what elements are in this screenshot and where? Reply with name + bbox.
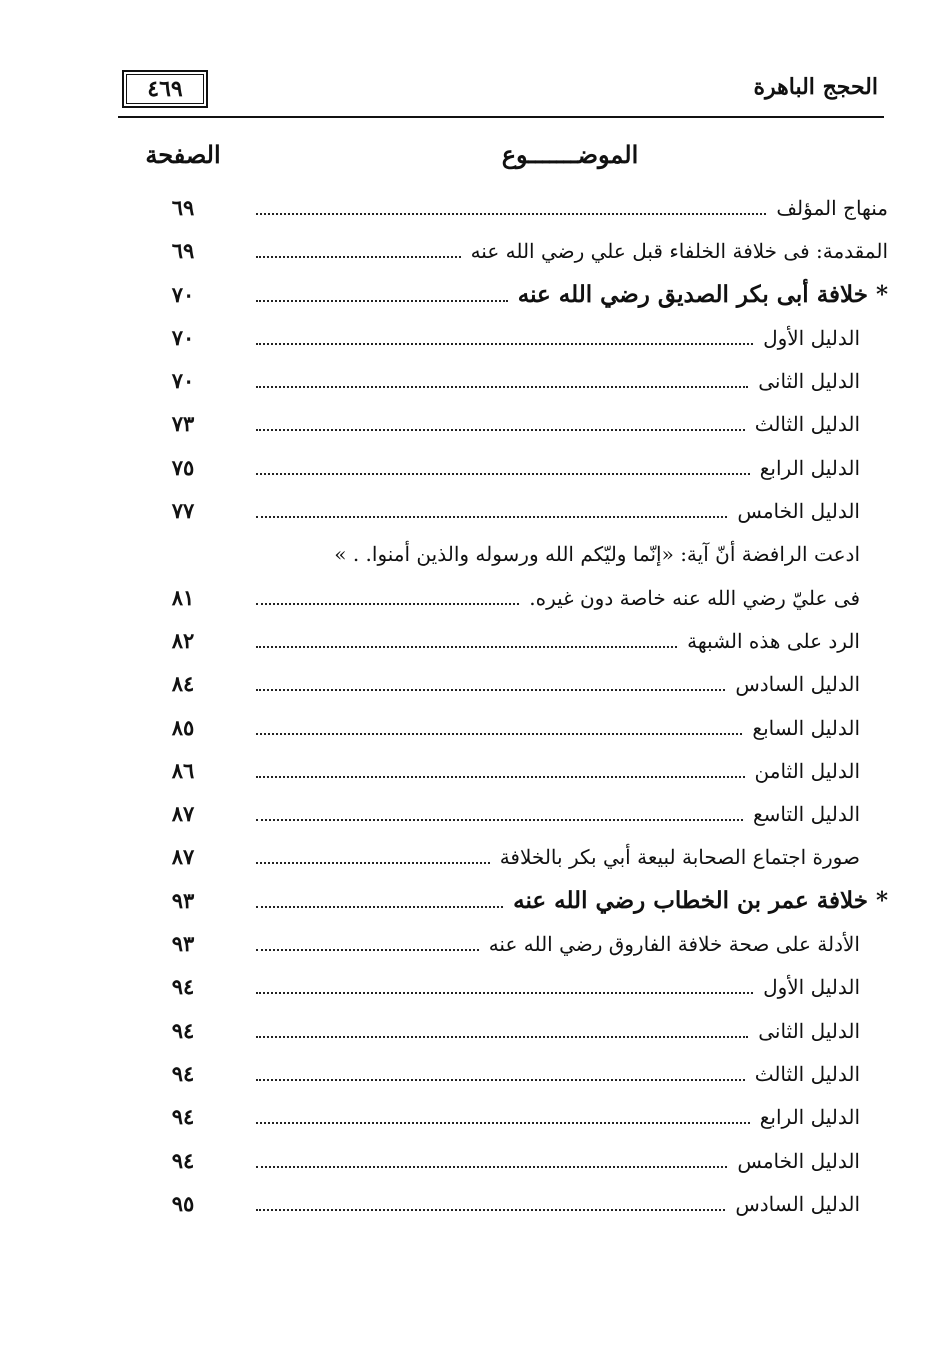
toc-entry-page: ٨٤ <box>171 671 195 697</box>
toc-dot-leader <box>256 343 753 345</box>
toc-entry <box>0 881 928 924</box>
toc-entry <box>0 448 928 491</box>
toc-entry-page: ٨٦ <box>171 757 195 783</box>
toc-entry-page: ٨٢ <box>171 627 195 653</box>
toc-entry <box>0 1097 928 1140</box>
toc-entry <box>0 578 928 621</box>
toc-entry-page: ٩٣ <box>171 931 195 957</box>
toc-entry-page: ٧٠ <box>171 324 195 350</box>
toc-dot-leader <box>256 862 490 864</box>
toc-entry-page: ٩٤ <box>171 1104 195 1130</box>
toc-entry <box>0 837 928 880</box>
toc-entry <box>0 664 928 707</box>
header-rule <box>118 116 884 118</box>
toc-entry-title: الدليل الرابع <box>759 455 860 480</box>
toc-entry-page: ٩٥ <box>171 1190 195 1216</box>
toc-entry-title: ادعت الرافضة أنّ آية: «إنّما وليّكم الله ورسوله والذين أمنوا. . » <box>334 542 860 567</box>
toc-entry <box>0 534 928 577</box>
toc-entry-title: الدليل السادس <box>735 672 860 697</box>
toc-entry <box>0 404 928 447</box>
toc-dot-leader <box>256 733 742 735</box>
toc-dot-leader <box>256 256 461 258</box>
table-of-contents <box>0 188 928 1227</box>
toc-entry-page: ٩٤ <box>171 1147 195 1173</box>
toc-dot-leader <box>256 516 727 518</box>
toc-entry <box>0 318 928 361</box>
toc-entry <box>0 967 928 1010</box>
toc-entry <box>0 621 928 664</box>
toc-entry <box>0 1011 928 1054</box>
toc-dot-leader <box>256 1122 750 1124</box>
toc-dot-leader <box>256 646 677 648</box>
toc-dot-leader <box>256 429 745 431</box>
toc-dot-leader <box>256 1166 727 1168</box>
toc-entry-title: الدليل الثالث <box>754 412 860 437</box>
toc-entry-title: الدليل الرابع <box>759 1105 860 1130</box>
toc-entry-page: ٨١ <box>171 584 195 610</box>
toc-dot-leader <box>256 949 479 951</box>
toc-dot-leader <box>256 213 766 215</box>
toc-entry-page: ٩٤ <box>171 1017 195 1043</box>
column-heading-topic: الموضـــــــوع <box>501 140 639 169</box>
toc-entry-title: * خلافة عمر بن الخطاب رضي الله عنه <box>513 886 888 914</box>
toc-entry-page: ٧٠ <box>171 368 195 394</box>
toc-entry-title: الدليل السابع <box>752 715 860 740</box>
toc-entry <box>0 751 928 794</box>
toc-dot-leader <box>256 300 508 302</box>
toc-entry-title: الرد على هذه الشبهة <box>687 628 860 653</box>
toc-entry-title: الدليل الخامس <box>737 1148 860 1173</box>
toc-entry-page: ٦٩ <box>171 195 195 220</box>
toc-entry-title: صورة اجتماع الصحابة لبيعة أبي بكر بالخلافة <box>499 845 860 870</box>
toc-entry-title: الدليل الأول <box>763 975 860 1000</box>
toc-entry-title: الدليل السادس <box>735 1191 860 1216</box>
toc-entry <box>0 1141 928 1184</box>
toc-entry-page: ٦٩ <box>171 238 195 264</box>
toc-entry-title: الأدلة على صحة خلافة الفاروق رضي الله عنه <box>488 932 860 957</box>
toc-entry <box>0 491 928 534</box>
toc-entry-title: الدليل الثانى <box>758 369 860 394</box>
page-number-box: ٤٦٩ <box>122 70 208 108</box>
toc-entry-title: فى عليّ رضي الله عنه خاصة دون غيره. <box>529 585 860 610</box>
toc-entry-page: ٧٧ <box>171 498 195 524</box>
toc-entry-page: ٨٧ <box>171 801 195 827</box>
toc-entry-page: ٨٧ <box>171 844 195 870</box>
toc-entry-title: الدليل التاسع <box>753 802 860 827</box>
toc-entry <box>0 361 928 404</box>
toc-entry-title: منهاج المؤلف <box>776 196 888 220</box>
toc-dot-leader <box>256 906 503 908</box>
toc-entry <box>0 794 928 837</box>
toc-entry-title: الدليل الخامس <box>737 499 860 524</box>
toc-dot-leader <box>256 1036 748 1038</box>
toc-entry <box>0 1054 928 1097</box>
toc-entry-title: الدليل الثالث <box>754 1061 860 1086</box>
column-heading-page: الصفحة <box>145 140 221 169</box>
toc-entry-title: الدليل الأول <box>763 325 860 350</box>
toc-entry-title: المقدمة: فى خلافة الخلفاء قبل علي رضي الله عنه <box>470 239 888 264</box>
toc-entry-page: ٨٥ <box>171 714 195 740</box>
toc-entry <box>0 188 928 231</box>
toc-entry-title: * خلافة أبى بكر الصديق رضي الله عنه <box>517 280 888 308</box>
toc-dot-leader <box>256 386 748 388</box>
toc-dot-leader <box>256 473 750 475</box>
toc-entry <box>0 231 928 274</box>
toc-entry-page: ٩٤ <box>171 1060 195 1086</box>
toc-entry <box>0 924 928 967</box>
toc-entry-page: ٧٥ <box>171 454 195 480</box>
toc-entry-page: ٩٣ <box>171 887 195 913</box>
toc-entry <box>0 1184 928 1227</box>
toc-entry-title: الدليل الثانى <box>758 1018 860 1043</box>
toc-dot-leader <box>256 689 725 691</box>
toc-entry-page: ٩٤ <box>171 974 195 1000</box>
toc-dot-leader <box>256 603 519 605</box>
toc-dot-leader <box>256 776 745 778</box>
toc-entry <box>0 275 928 318</box>
running-title: الحجج الباهرة <box>753 74 878 100</box>
toc-entry <box>0 708 928 751</box>
toc-dot-leader <box>256 1209 725 1211</box>
toc-dot-leader <box>256 819 743 821</box>
toc-dot-leader <box>256 992 753 994</box>
toc-entry-page: ٧٠ <box>171 281 195 307</box>
toc-dot-leader <box>256 1079 745 1081</box>
toc-entry-title: الدليل الثامن <box>754 758 860 783</box>
toc-entry-page: ٧٣ <box>171 411 195 437</box>
